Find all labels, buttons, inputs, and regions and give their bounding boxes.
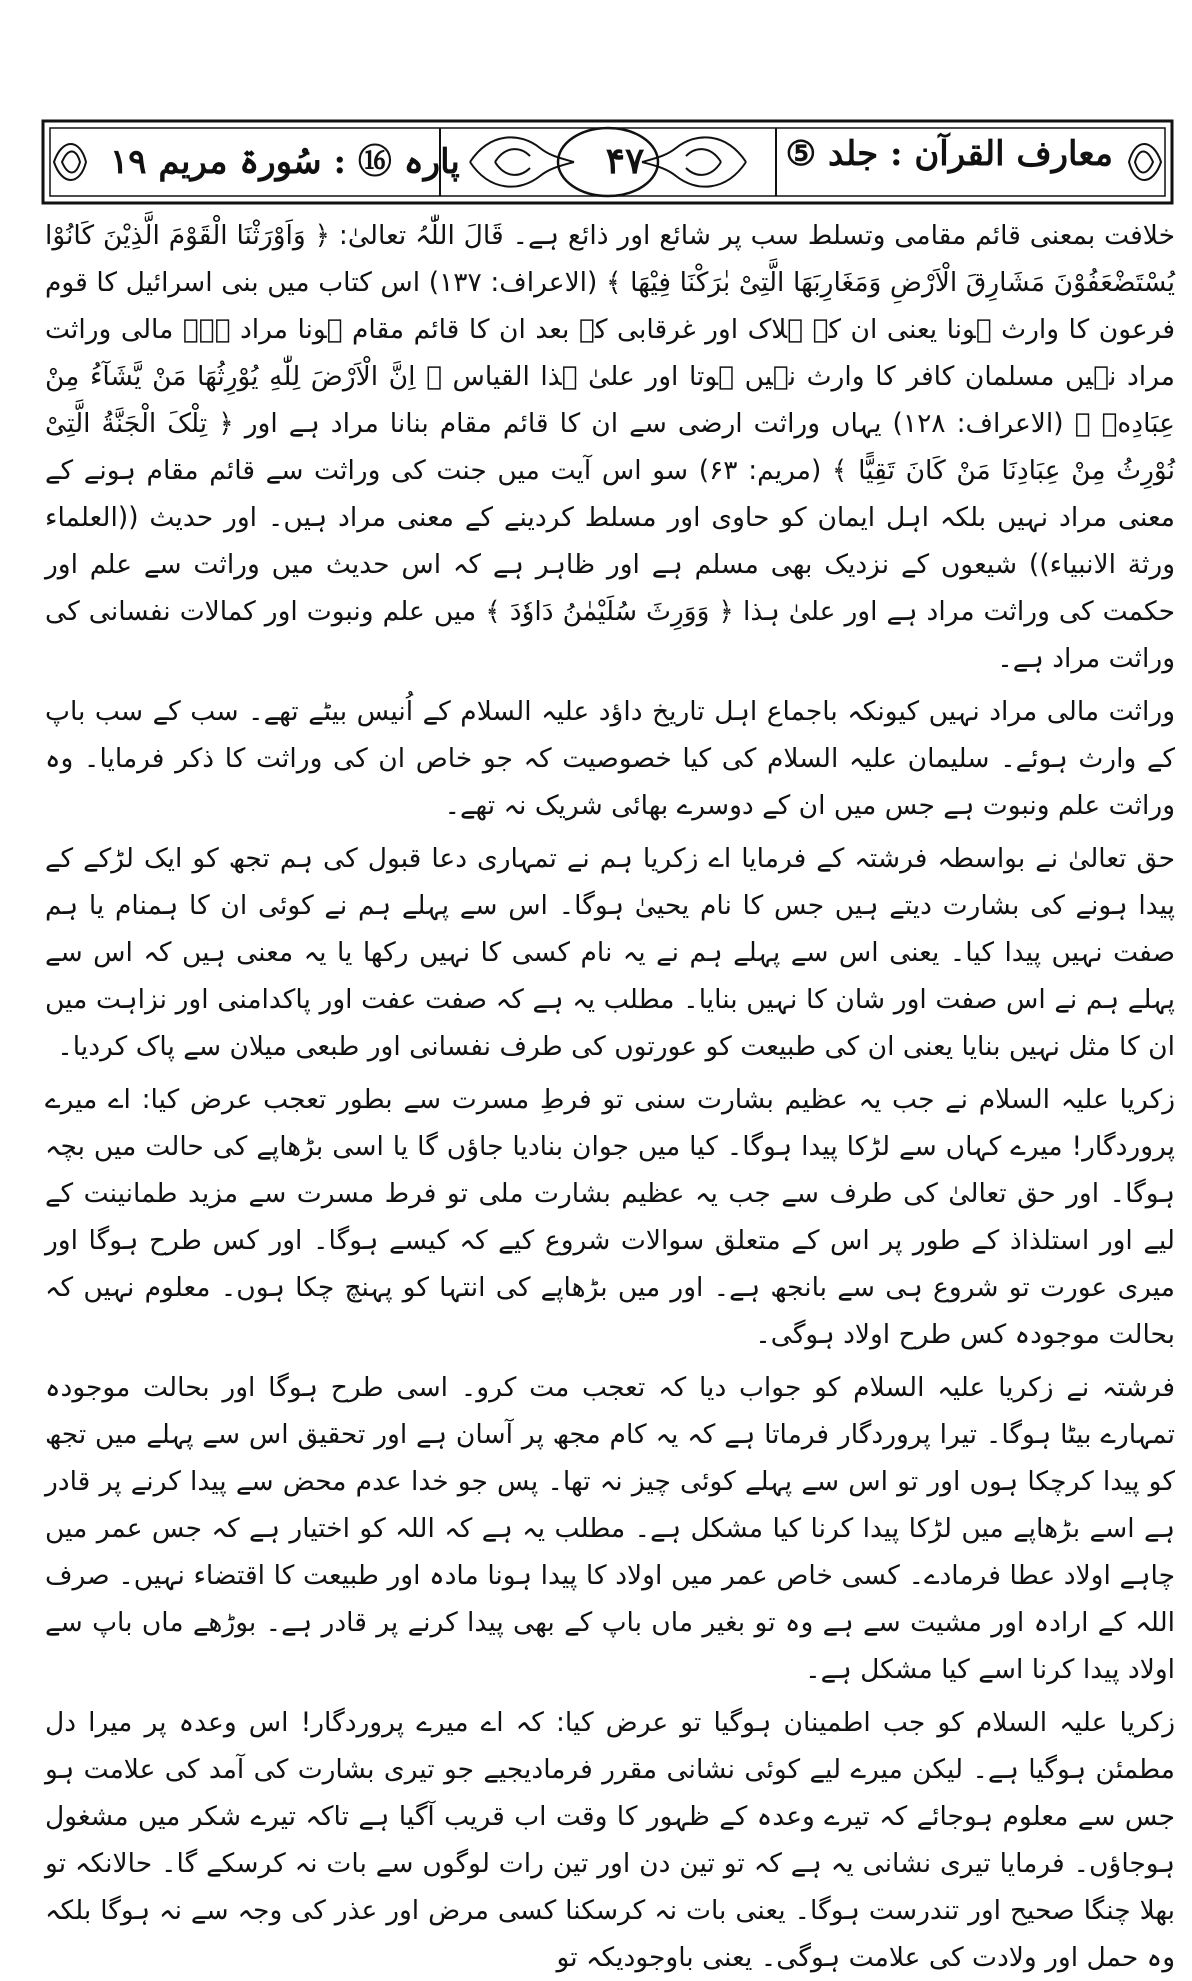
paragraph: فرشتہ نے زکریا علیہ السلام کو جواب دیا کہ تعجب مت کرو۔ اسی طرح ہوگا اور بحالت موجودہ تمہارے بیٹا ہوگا۔ تیرا پروردگار فرماتا ہے کہ یہ کام مجھ پر آسان ہے اور تحقیق اس سے پہلے میں تجھ کو پیدا کرچکا ہوں اور تو اس سے پہلے کوئی چیز نہ تھا۔ پس جو خدا عدم محض سے پیدا کرنے پر قادر ہے اسے بڑھاپے میں لڑکا پیدا کرنا کیا مشکل ہے۔ مطلب یہ ہے کہ اللہ کو اختیار ہے کہ جس عمر میں چاہے اولاد عطا فرمادے۔ کسی خاص عمر میں اولاد کا پیدا ہونا مادہ اور طبیعت کا اقتضاء نہیں۔ صرف اللہ کے ارادہ اور مشیت سے ہے وہ تو بغیر ماں باپ کے بھی پیدا کرنے پر قادر ہے۔ بوڑھے ماں باپ سے اولاد پیدا کرنا اسے کیا مشکل ہے۔ — [45, 1372, 1175, 1685]
para-surah-label: پارہ ⑯ : سُورۃ مریم ۱۹ — [110, 142, 460, 182]
main-text — [45, 212, 1175, 1981]
book-volume-title: معارف القرآن : جلد ⑤ — [785, 134, 1113, 174]
paragraph: زکریا علیہ السلام نے جب یہ عظیم بشارت سنی تو فرطِ مسرت سے بطور تعجب عرض کیا: اے میرے پروردگار! میرے کہاں سے لڑکا پیدا ہوگا۔ کیا میں جوان بنادیا جاؤں گا یا اسی بڑھاپے کی حالت میں بچہ ہوگا۔ اور حق تعالیٰ کی طرف سے جب یہ عظیم بشارت ملی تو فرط مسرت سے مزید طمانینت کے لیے اور استلذاذ کے طور پر اس کے متعلق سوالات شروع کیے کہ کیسے ہوگا۔ اور کس طرح ہوگا اور میری عورت تو شروع ہی سے بانجھ ہے۔ اور میں بڑھاپے کی انتہا کو پہنچ چکا ہوں۔ معلوم نہیں کہ بحالت موجودہ کس طرح اولاد ہوگی۔ — [45, 1084, 1175, 1350]
page-header — [40, 118, 1175, 206]
paragraph: حق تعالیٰ نے بواسطہ فرشتہ کے فرمایا اے زکریا ہم نے تمہاری دعا قبول کی ہم تجھ کو ایک لڑکے کے پیدا ہونے کی بشارت دیتے ہیں جس کا نام یحییٰ ہوگا۔ اس سے پہلے ہم نے کوئی ان کا ہمنام یا ہم صفت نہیں پیدا کیا۔ یعنی اس سے پہلے ہم نے یہ نام کسی کا نہیں رکھا یا یہ معنی ہیں کہ اس سے پہلے ہم نے اس صفت اور شان کا نہیں بنایا۔ مطلب یہ ہے کہ صفت عفت اور پاکدامنی اور نزاہت میں ان کا مثل نہیں بنایا یعنی ان کی طبیعت کو عورتوں کی طرف نفسانی اور طبعی میلان سے پاک کردیا۔ — [45, 843, 1175, 1062]
paragraph: خلافت بمعنی قائم مقامی وتسلط سب پر شائع اور ذائع ہے۔ قَالَ اللّٰہُ تعالیٰ: ﴿ وَاَوْرَثْنَا الْقَوْمَ الَّذِیْنَ کَانُوْا یُسْتَضْعَفُوْنَ مَشَارِقَ الْاَرْضِ وَمَغَارِبَهَا الَّتِیْ بٰرَکْنَا فِیْهَا ﴾ (الاعراف: ۱۳۷) اس کتاب میں بنی اسرائیل کا قوم فرعون کا وارث ہونا یعنی ان کے ہلاک اور غرقابی کے بعد ان کا قائم مقام ہونا مراد ہے۔ مالی وراثت مراد نہیں مسلمان کافر کا وارث نہیں ہوتا اور علیٰ ہذا القیاس ﴿ اِنَّ الْاَرْضَ لِلّٰهِ یُوْرِثُهَا مَنْ یَّشَآءُ مِنْ عِبَادِهٖ ﴾ (الاعراف: ۱۲۸) یہاں وراثت ارضی سے ان کا قائم مقام بنانا مراد ہے اور ﴿ تِلْکَ الْجَنَّةُ الَّتِیْ نُوْرِثُ مِنْ عِبَادِنَا مَنْ کَانَ تَقِیًّا ﴾ (مریم: ۶۳) سو اس آیت میں جنت کی وراثت سے قائم مقام ہونے کے معنی مراد نہیں بلکہ اہل ایمان کو حاوی اور مسلط کردینے کے معنی مراد ہیں۔ اور حدیث ((العلماء ورثة الانبیاء)) شیعوں کے نزدیک بھی مسلم ہے اور ظاہر ہے کہ اس حدیث میں وراثت سے علم اور حکمت کی وراثت مراد ہے اور علیٰ ہذا ﴿ وَوَرِثَ سُلَیْمٰنُ دَاوٗدَ ﴾ میں علم ونبوت اور کمالات نفسانی کی وراثت مراد ہے۔ — [45, 220, 1175, 674]
paragraph: زکریا علیہ السلام کو جب اطمینان ہوگیا تو عرض کیا: کہ اے میرے پروردگار! اس وعدہ پر میرا دل مطمئن ہوگیا ہے۔ لیکن میرے لیے کوئی نشانی مقرر فرمادیجیے جو تیری بشارت کی آمد کی علامت ہو جس سے معلوم ہوجائے کہ تیرے وعدہ کے ظہور کا وقت اب قریب آگیا ہے تاکہ تیرے شکر میں مشغول ہوجاؤں۔ فرمایا تیری نشانی یہ ہے کہ تو تین دن اور تین رات لوگوں سے بات نہ کرسکے گا۔ حالانکہ تو بھلا چنگا صحیح اور تندرست ہوگا۔ یعنی بات نہ کرسکنا کسی مرض اور عذر کی وجہ سے نہ ہوگا بلکہ وہ حمل اور ولادت کی علامت ہوگی۔ یعنی باوجودیکہ تو — [45, 1707, 1175, 1973]
paragraph: وراثت مالی مراد نہیں کیونکہ باجماع اہل تاریخ داؤد علیہ السلام کے اُنیس بیٹے تھے۔ سب کے سب باپ کے وارث ہوئے۔ سلیمان علیہ السلام کی کیا خصوصیت کہ جو خاص ان کی وراثت کا ذکر فرمایا۔ وہ وراثت علم ونبوت ہے جس میں ان کے دوسرے بھائی شریک نہ تھے۔ — [45, 696, 1175, 821]
page-number: ۴۷ — [605, 140, 645, 182]
